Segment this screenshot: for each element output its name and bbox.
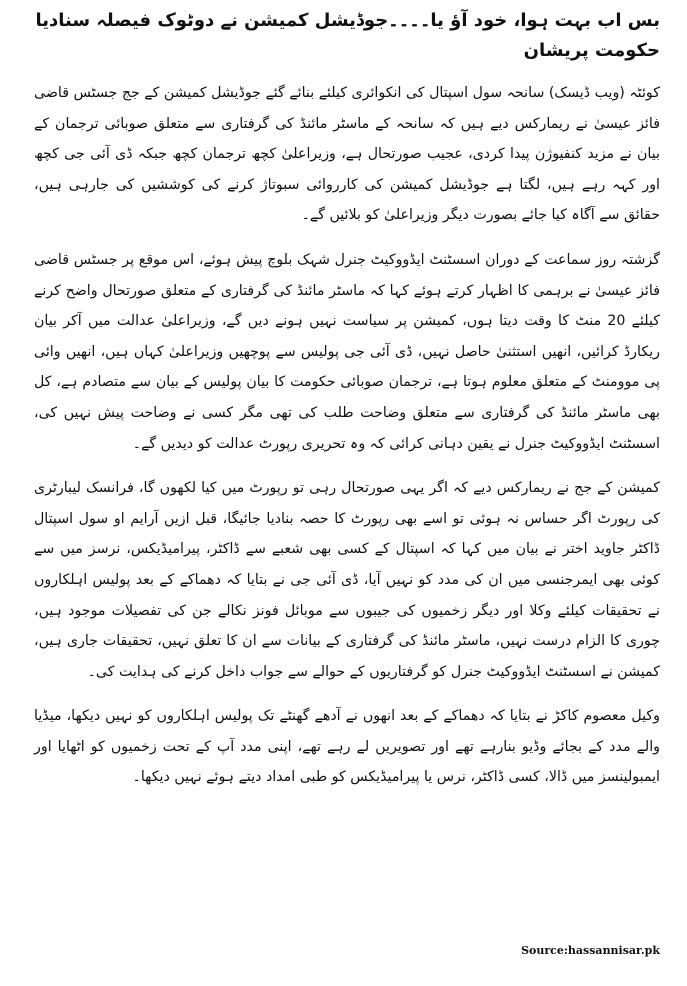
article	[34, 0, 660, 986]
article-headline: بس اب بہت ہوا، خود آؤ یا۔۔۔۔جوڈیشل کمیشن نے دوٹوک فیصلہ سنادیا حکومت پریشان	[35, 10, 660, 61]
paragraph-3: کمیشن کے جج نے ریمارکس دیے کہ اگر یہی صورتحال رہی تو رپورٹ میں کیا لکھوں گا، فرانسک لیبارٹری کی رپورٹ اگر حساس نہ ہوئی تو اسے بھی رپورٹ کا حصہ بنادیا جائیگا، قبل ازیں آرایم او سول اسپتال ڈاکٹر جاوید اختر نے بیان میں کہا کہ اسپتال کے کسی بھی شعبے سے ڈاکٹر، پیرامیڈیکس، نرسز میں سے کوئی بھی ایمرجنسی میں ان کی مدد کو نہیں آیا، ڈی آئی جی نے بتایا کہ دھماکے کے بعد پولیس اہلکاروں نے تحقیقات کیلئے وکلا اور دیگر زخمیوں کی جیبوں سے موبائل فونز نکالے جن کی تفصیلات موجود ہیں، چوری کا الزام درست نہیں، ماسٹر مائنڈ کی گرفتاری کے بیانات سے ان کا تعلق نہیں، تحقیقات جاری ہیں، کمیشن نے اسسٹنٹ ایڈووکیٹ جنرل کو گرفتاریوں کے حوالے سے جواب داخل کرنے کی ہدایت کی۔	[34, 480, 660, 680]
paragraph-2: گزشتہ روز سماعت کے دوران اسسٹنٹ ایڈووکیٹ جنرل شہک بلوچ پیش ہوئے، اس موقع پر جسٹس قاضی فائز عیسیٰ نے برہمی کا اظہار کرتے ہوئے کہا کہ ماسٹر مائنڈ کی گرفتاری کے متعلق صورتحال واضح کرنے کیلئے 20 منٹ کا وقت دیتا ہوں، کمیشن پر سیاست نہیں ہونے دیں گے، وزیراعلیٰ عدالت میں آکر بیان ریکارڈ کرائیں، انھیں استثنیٰ حاصل نہیں، ڈی آئی جی پولیس سے پوچھیں وزیراعلیٰ کہاں ہیں، انھیں وائی پی موومنٹ کے متعلق معلوم ہوتا ہے، ترجمان صوبائی حکومت کا بیان پولیس کے بیان سے متصادم ہے، کل بھی ماسٹر مائنڈ کی گرفتاری سے متعلق وضاحت طلب کی تھی مگر کسی نے وضاحت پیش نہیں کی، اسسٹنٹ ایڈووکیٹ جنرل نے یقین دہانی کرائی کہ وہ تحریری رپورٹ عدالت کو دیدیں گے۔	[34, 251, 660, 452]
source-credit: Source:hassannisar.pk	[521, 944, 660, 957]
paragraph-1: کوئٹہ (ویب ڈیسک) سانحہ سول اسپتال کی انکوائری کیلئے بنائے گئے جوڈیشل کمیشن کے جج جسٹس قاضی فائز عیسیٰ نے ریمارکس دیے ہیں کہ سانحہ کے ماسٹر مائنڈ کی گرفتاری سے متعلق صوبائی ترجمان کے بیان نے مزید کنفیوژن پیدا کردی، عجیب صورتحال ہے، وزیراعلیٰ کچھ ترجمان کچھ جبکہ ڈی آئی جی کچھ اور کہہ رہے ہیں، لگتا ہے جوڈیشل کمیشن کی کارروائی سبوتاژ کرنے کی کوششیں کی جارہی ہیں، حقائق سے آگاہ کیا جائے بصورت دیگر وزیراعلیٰ کو بلائیں گے۔	[34, 85, 660, 224]
paragraph-4: وکیل معصوم کاکڑ نے بتایا کہ دھماکے کے بعد انھوں نے آدھے گھنٹے تک پولیس اہلکاروں کو نہیں دیکھا، میڈیا والے مدد کے بجائے وڈیو بنارہے تھے اور تصویریں لے رہے تھے، اپنی مدد آپ کے تحت زخمیوں کو اٹھایا اور ایمبولینسز میں ڈالا، کسی ڈاکٹر، نرس یا پیرامیڈیکس کو طبی امداد دیتے ہوئے نہیں دیکھا۔	[34, 708, 660, 786]
